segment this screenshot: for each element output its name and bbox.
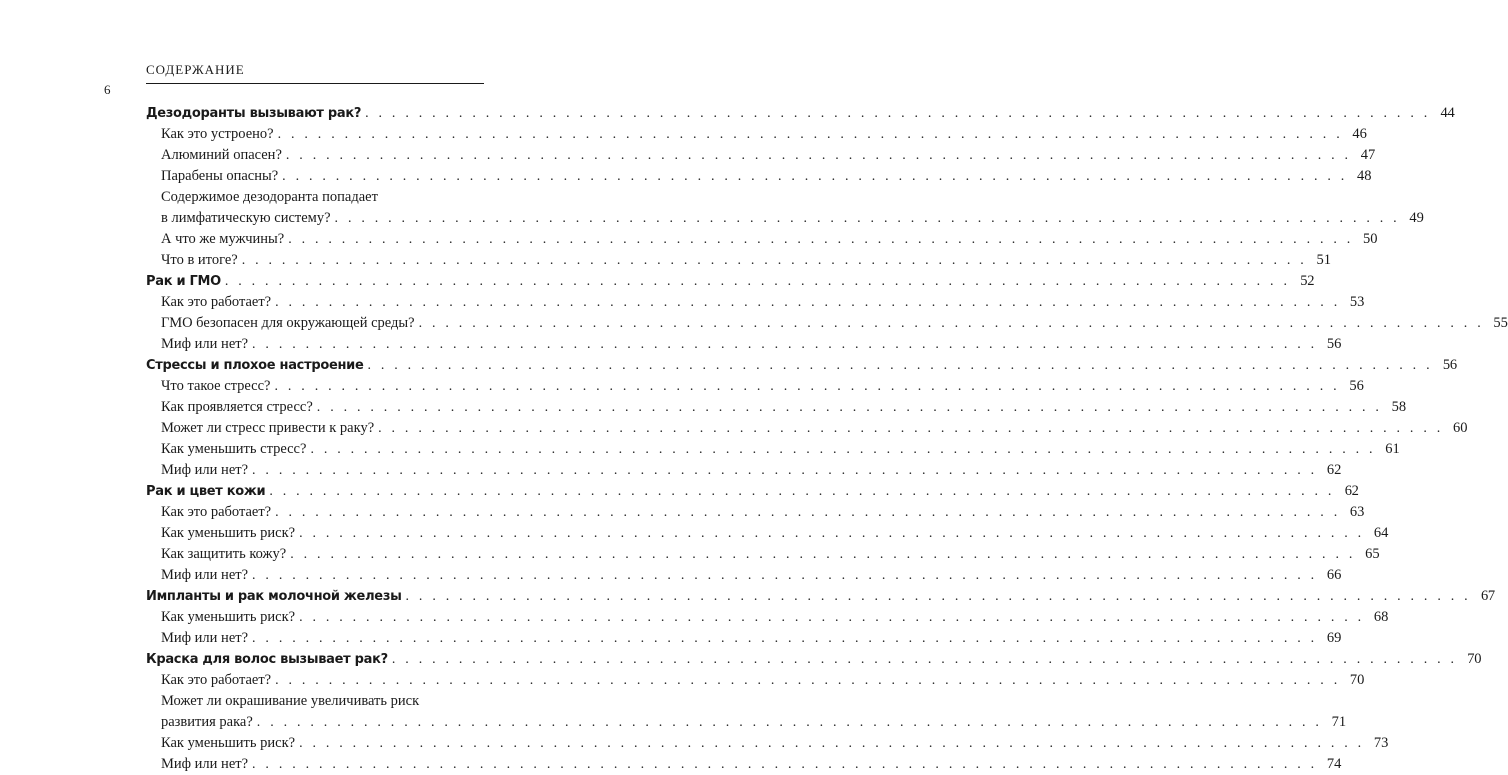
toc-dot-leader: . . . . . . . . . . . . . . . . . . . . . . . . . . . . . . . . . . . . . . . . . . . . . . . . . . . . . . . . . . . . . . . . . . . . . . . . . . . . . . . . [252,631,1318,646]
toc-subsection-entry [146,733,1389,754]
toc-entry-title: Что в итоге? [161,252,238,268]
toc-dot-leader: . . . . . . . . . . . . . . . . . . . . . . . . . . . . . . . . . . . . . . . . . . . . . . . . . . . . . . . . . . . . . . . . . . . . . . . . . . . . . . . . [288,232,1354,247]
toc-section-entry [146,649,1482,670]
toc-dot-leader: . . . . . . . . . . . . . . . . . . . . . . . . . . . . . . . . . . . . . . . . . . . . . . . . . . . . . . . . . . . . . . . . . . . . . . . . . . . . . . . . [290,547,1356,562]
toc-subsection-entry [146,607,1389,628]
toc-dot-leader: . . . . . . . . . . . . . . . . . . . . . . . . . . . . . . . . . . . . . . . . . . . . . . . . . . . . . . . . . . . . . . . . . . . . . . . . . . . . . . . . [378,421,1444,436]
toc-subsection-entry [146,523,1389,544]
toc-dot-leader: . . . . . . . . . . . . . . . . . . . . . . . . . . . . . . . . . . . . . . . . . . . . . . . . . . . . . . . . . . . . . . . . . . . . . . . . . . . . . . . . [282,169,1348,184]
toc-dot-leader: . . . . . . . . . . . . . . . . . . . . . . . . . . . . . . . . . . . . . . . . . . . . . . . . . . . . . . . . . . . . . . . . . . . . . . . . . . . . . . . . [418,316,1484,331]
toc-entry-page: 48 [1356,168,1372,184]
toc-entry-title: Импланты и рак молочной железы [146,589,402,604]
toc-entry-page: 55 [1493,315,1508,331]
toc-dot-leader: . . . . . . . . . . . . . . . . . . . . . . . . . . . . . . . . . . . . . . . . . . . . . . . . . . . . . . . . . . . . . . . . . . . . . . . . . . . . . . . . [391,652,1458,667]
toc-dot-leader: . . . . . . . . . . . . . . . . . . . . . . . . . . . . . . . . . . . . . . . . . . . . . . . . . . . . . . . . . . . . . . . . . . . . . . . . . . . . . . . . [252,337,1318,352]
toc-entry-title: развития рака? [161,714,253,730]
toc-subsection-entry [146,691,484,712]
toc-entry-title: Как уменьшить риск? [161,525,296,541]
toc-subsection-entry [146,250,1332,271]
toc-dot-leader: . . . . . . . . . . . . . . . . . . . . . . . . . . . . . . . . . . . . . . . . . . . . . . . . . . . . . . . . . . . . . . . . . . . . . . . . . . . . . . . . [310,442,1376,457]
toc-entry-title: Как проявляется стресс? [161,399,313,415]
toc-entry-page: 49 [1409,210,1424,226]
toc-section-entry [146,586,1495,607]
toc-dot-leader: . . . . . . . . . . . . . . . . . . . . . . . . . . . . . . . . . . . . . . . . . . . . . . . . . . . . . . . . . . . . . . . . . . . . . . . . . . . . . . . . [285,148,1352,163]
toc-subsection-entry [146,544,1380,565]
toc-entry-page: 61 [1385,441,1400,457]
toc-entry-title: Дезодоранты вызывают рак? [146,106,362,121]
toc-entry-title: Как это работает? [161,294,272,310]
toc-dot-leader: . . . . . . . . . . . . . . . . . . . . . . . . . . . . . . . . . . . . . . . . . . . . . . . . . . . . . . . . . . . . . . . . . . . . . . . . . . . . . . . . [299,736,1365,751]
toc-entry-page: 74 [1326,756,1342,772]
toc-subsection-entry [146,334,1342,355]
toc-subsection-entry [146,439,1400,460]
toc-section-entry [146,103,1455,124]
toc-entry-page: 58 [1391,399,1407,415]
toc-dot-leader: . . . . . . . . . . . . . . . . . . . . . . . . . . . . . . . . . . . . . . . . . . . . . . . . . . . . . . . . . . . . . . . . . . . . . . . . . . . . . . . . [365,106,1431,121]
toc-entry-page: 64 [1373,525,1389,541]
toc-entry-page: 56 [1326,336,1342,352]
toc-entry-page: 44 [1440,105,1455,121]
toc-subsection-entry [146,292,1365,313]
toc-entry-page: 51 [1316,252,1332,268]
toc-subsection-entry [146,208,1424,229]
toc-entry-page: 70 [1349,672,1365,688]
toc-entry-page: 66 [1326,567,1342,583]
toc-subsection-entry [146,628,1342,649]
toc-entry-page: 46 [1352,126,1367,142]
toc-dot-leader: . . . . . . . . . . . . . . . . . . . . . . . . . . . . . . . . . . . . . . . . . . . . . . . . . . . . . . . . . . . . . . . . . . . . . . . . . . . . . . . . [299,610,1365,625]
toc-entry-title: Как уменьшить риск? [161,735,296,751]
toc-dot-leader: . . . . . . . . . . . . . . . . . . . . . . . . . . . . . . . . . . . . . . . . . . . . . . . . . . . . . . . . . . . . . . . . . . . . . . . . . . . . . . . . [241,253,1308,268]
toc-section-entry [146,481,1359,502]
toc-entry-page: 69 [1326,630,1342,646]
toc-entry-page: 63 [1349,504,1365,520]
toc-entry-title: Как это работает? [161,672,272,688]
toc-dot-leader: . . . . . . . . . . . . . . . . . . . . . . . . . . . . . . . . . . . . . . . . . . . . . . . . . . . . . . . . . . . . . . . . . . . . . . . . . . . . . . . . [252,463,1318,478]
toc-entry-page: 56 [1349,378,1364,394]
toc-entry-page: 53 [1349,294,1365,310]
toc-subsection-entry [146,754,1342,775]
running-header: СОДЕРЖАНИЕ [146,62,245,77]
toc-subsection-entry [146,376,1364,397]
toc-entry-title: Краска для волос вызывает рак? [146,652,388,667]
toc-dot-leader: . . . . . . . . . . . . . . . . . . . . . . . . . . . . . . . . . . . . . . . . . . . . . . . . . . . . . . . . . . . . . . . . . . . . . . . . . . . . . . . . [269,484,1335,499]
toc-entry-title: Миф или нет? [161,630,249,646]
toc-entry-title: Алюминий опасен? [161,147,282,163]
toc-entry-title: Что такое стресс? [161,378,271,394]
toc-dot-leader: . . . . . . . . . . . . . . . . . . . . . . . . . . . . . . . . . . . . . . . . . . . . . . . . . . . . . . . . . . . . . . . . . . . . . . . . . . . . . . . . [277,127,1343,142]
toc-dot-leader: . . . . . . . . . . . . . . . . . . . . . . . . . . . . . . . . . . . . . . . . . . . . . . . . . . . . . . . . . . . . . . . . . . . . . . . . . . . . . . . . [256,715,1323,730]
header-rule [146,83,484,84]
toc-entry-title: Может ли окрашивание увеличивать риск [161,693,420,709]
toc-dot-leader: . . . . . . . . . . . . . . . . . . . . . . . . . . . . . . . . . . . . . . . . . . . . . . . . . . . . . . . . . . . . . . . . . . . . . . . . . . . . . . . . [367,358,1433,373]
toc-entry-title: Миф или нет? [161,567,249,583]
toc-dot-leader: . . . . . . . . . . . . . . . . . . . . . . . . . . . . . . . . . . . . . . . . . . . . . . . . . . . . . . . . . . . . . . . . . . . . . . . . . . . . . . . . [316,400,1383,415]
toc-dot-leader: . . . . . . . . . . . . . . . . . . . . . . . . . . . . . . . . . . . . . . . . . . . . . . . . . . . . . . . . . . . . . . . . . . . . . . . . . . . . . . . . [275,505,1341,520]
toc-entry-page: 52 [1300,273,1315,289]
toc-entry-title: Миф или нет? [161,336,249,352]
toc-entry-title: Миф или нет? [161,756,249,772]
page-number: 6 [104,82,111,97]
toc-entry-title: Может ли стресс привести к раку? [161,420,375,436]
toc-entry-title: ГМО безопасен для окружающей среды? [161,315,415,331]
toc-dot-leader: . . . . . . . . . . . . . . . . . . . . . . . . . . . . . . . . . . . . . . . . . . . . . . . . . . . . . . . . . . . . . . . . . . . . . . . . . . . . . . . . [275,673,1341,688]
toc-entry-page: 68 [1373,609,1389,625]
toc-entry-title: Как это работает? [161,504,272,520]
toc-dot-leader: . . . . . . . . . . . . . . . . . . . . . . . . . . . . . . . . . . . . . . . . . . . . . . . . . . . . . . . . . . . . . . . . . . . . . . . . . . . . . . . . [252,757,1318,772]
toc-section-entry [146,355,1457,376]
toc-entry-title: Как уменьшить стресс? [161,441,307,457]
toc-entry-page: 56 [1442,357,1457,373]
toc-section-entry [146,271,1315,292]
toc-subsection-entry [146,712,1347,733]
toc-dot-leader: . . . . . . . . . . . . . . . . . . . . . . . . . . . . . . . . . . . . . . . . . . . . . . . . . . . . . . . . . . . . . . . . . . . . . . . . . . . . . . . . [405,589,1471,604]
toc-entry-page: 73 [1373,735,1389,751]
toc-entry-page: 70 [1467,651,1482,667]
toc-dot-leader: . . . . . . . . . . . . . . . . . . . . . . . . . . . . . . . . . . . . . . . . . . . . . . . . . . . . . . . . . . . . . . . . . . . . . . . . . . . . . . . . [275,295,1341,310]
toc-dot-leader: . . . . . . . . . . . . . . . . . . . . . . . . . . . . . . . . . . . . . . . . . . . . . . . . . . . . . . . . . . . . . . . . . . . . . . . . . . . . . . . . [299,526,1365,541]
toc-entry-title: Стрессы и плохое настроение [146,358,364,373]
toc-entry-title: Рак и цвет кожи [146,484,266,499]
toc-subsection-entry [146,124,1367,145]
toc-subsection-entry [146,502,1365,523]
toc-subsection-entry [146,397,1407,418]
toc-entry-page: 62 [1344,483,1359,499]
toc-entry-page: 47 [1360,147,1376,163]
toc-subsection-entry [146,670,1365,691]
toc-entry-title: Содержимое дезодоранта попадает [161,189,378,205]
toc-entry-page: 67 [1480,588,1495,604]
toc-subsection-entry [146,565,1342,586]
toc-entry-title: Как защитить кожу? [161,546,287,562]
toc-entry-title: Парабены опасны? [161,168,279,184]
toc-subsection-entry [146,145,1376,166]
toc-entry-page: 71 [1331,714,1347,730]
toc-dot-leader: . . . . . . . . . . . . . . . . . . . . . . . . . . . . . . . . . . . . . . . . . . . . . . . . . . . . . . . . . . . . . . . . . . . . . . . . . . . . . . . . [224,274,1291,289]
toc-entry-title: Как уменьшить риск? [161,609,296,625]
toc-subsection-entry [146,229,1378,250]
toc-entry-page: 50 [1363,231,1378,247]
toc-entry-page: 62 [1326,462,1342,478]
toc-entry-page: 60 [1452,420,1468,436]
toc-entry-title: А что же мужчины? [161,231,285,247]
toc-subsection-entry [146,313,1508,334]
table-of-contents [146,103,1508,775]
toc-dot-leader: . . . . . . . . . . . . . . . . . . . . . . . . . . . . . . . . . . . . . . . . . . . . . . . . . . . . . . . . . . . . . . . . . . . . . . . . . . . . . . . . [252,568,1318,583]
toc-subsection-entry [146,418,1468,439]
toc-entry-title: Как это устроено? [161,126,274,142]
toc-dot-leader: . . . . . . . . . . . . . . . . . . . . . . . . . . . . . . . . . . . . . . . . . . . . . . . . . . . . . . . . . . . . . . . . . . . . . . . . . . . . . . . . [274,379,1340,394]
toc-dot-leader: . . . . . . . . . . . . . . . . . . . . . . . . . . . . . . . . . . . . . . . . . . . . . . . . . . . . . . . . . . . . . . . . . . . . . . . . . . . . . . . . [334,211,1400,226]
toc-entry-title: в лимфатическую систему? [161,210,331,226]
toc-entry-title: Миф или нет? [161,462,249,478]
toc-subsection-entry [146,187,484,208]
toc-subsection-entry [146,460,1342,481]
toc-entry-page: 65 [1365,546,1380,562]
toc-subsection-entry [146,166,1372,187]
toc-entry-title: Рак и ГМО [146,274,221,289]
